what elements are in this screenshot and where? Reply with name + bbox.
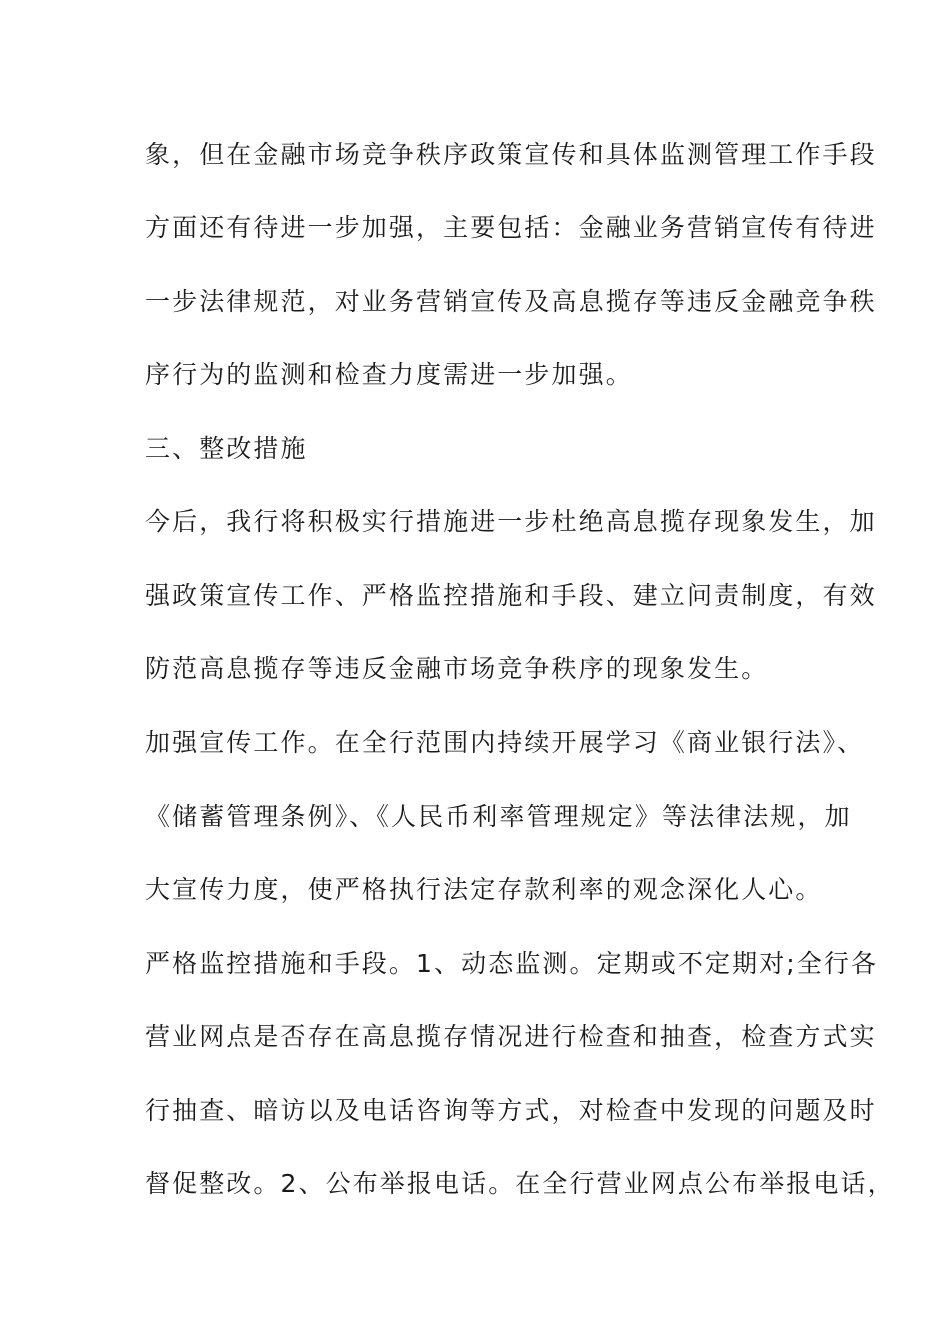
section-heading: 三、整改措施 (145, 434, 308, 463)
paragraph-line: 严格监控措施和手段。1、动态监测。定期或不定期对;全行各 (145, 949, 879, 978)
paragraph-line: 方面还有待进一步加强，主要包括：金融业务营销宣传有待进 (145, 213, 877, 242)
paragraph-line: 行抽查、暗访以及电话咨询等方式，对检查中发现的问题及时 (145, 1096, 877, 1125)
paragraph-line: 序行为的监测和检查力度需进一步加强。 (145, 360, 633, 389)
paragraph-line: 象，但在金融市场竞争秩序政策宣传和具体监测管理工作手段 (145, 140, 877, 169)
paragraph-line: 《储蓄管理条例》、《人民币利率管理规定》等法律法规，加 (145, 802, 852, 831)
paragraph-line: 大宣传力度，使严格执行法定存款利率的观念深化人心。 (145, 875, 823, 904)
paragraph-line: 加强宣传工作。在全行范围内持续开展学习《商业银行法》、 (145, 728, 865, 757)
paragraph-line: 强政策宣传工作、严格监控措施和手段、建立问责制度，有效 (145, 581, 877, 610)
paragraph-line: 一步法律规范，对业务营销宣传及高息揽存等违反金融竞争秩 (145, 287, 877, 316)
paragraph-line: 督促整改。2、公布举报电话。在全行营业网点公布举报电话， (145, 1169, 895, 1198)
paragraph-line: 营业网点是否存在高息揽存情况进行检查和抽查，检查方式实 (145, 1022, 877, 1051)
paragraph-line: 防范高息揽存等违反金融市场竞争秩序的现象发生。 (145, 654, 769, 683)
paragraph-line: 今后，我行将积极实行措施进一步杜绝高息揽存现象发生，加 (145, 507, 877, 536)
